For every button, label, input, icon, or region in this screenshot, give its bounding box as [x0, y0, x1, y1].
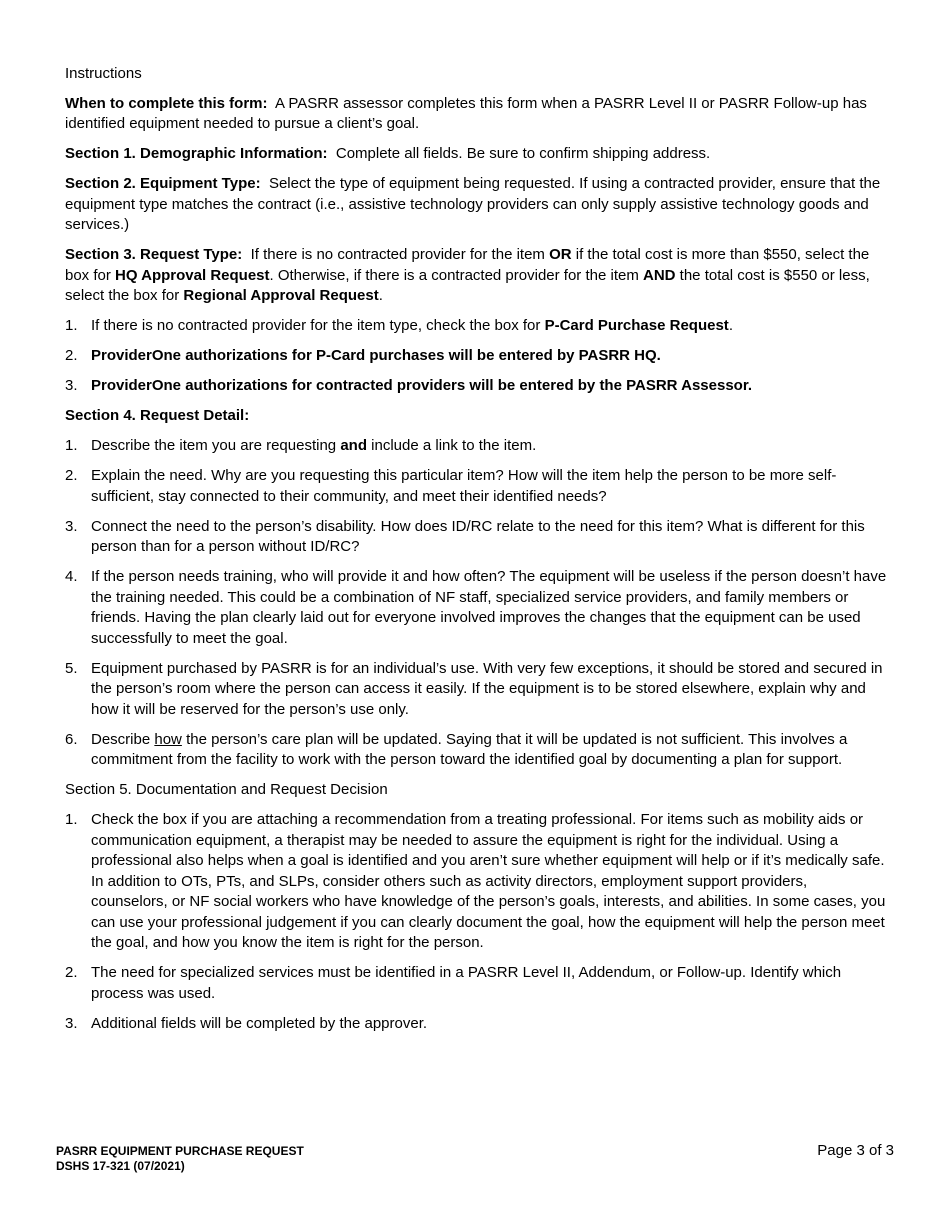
list-item [65, 659, 887, 721]
section3-text-3: . Otherwise, if there is a contracted provider for the item [269, 266, 639, 284]
list-number: 2. [65, 347, 78, 364]
list-text: Describe [91, 730, 151, 748]
instructions-content [65, 64, 887, 1044]
list-bold: P-Card Purchase Request [544, 317, 729, 334]
list-item [65, 567, 887, 649]
footer-form-number: DSHS 17-321 (07/2021) [56, 1159, 185, 1173]
list-text: Additional fields will be completed by the approver. [91, 1014, 428, 1032]
section3-label: Section 3. Request Type: [65, 246, 243, 263]
list-text: Connect the need to the person’s disability. How does ID/RC relate to the need for this item? What is different for this person than for a person without ID/RC? [91, 517, 865, 555]
list-item [65, 810, 887, 954]
list-text: Equipment purchased by PASRR is for an individual’s use. With very few exceptions, it should be stored and secured in the person’s room where the person can access it easily. If the equipment is to be stored elsewhere, explain why and how it will be reserved for the person’s use only. [91, 659, 883, 718]
footer-form-info [56, 1144, 304, 1174]
list-text: If the person needs training, who will provide it and how often? The equipment will be useless if the person doesn’t have the training needed. This could be a combination of NF staff, specialized service providers, and family members or friends. Having the plan clearly laid out for everyone involved improves the changes that the equipment can be used successfully to meet the goal. [91, 568, 887, 647]
list-item [65, 963, 887, 1004]
list-text: Describe the item you are requesting [91, 437, 337, 454]
list-number: 1. [65, 437, 78, 454]
section1-label: Section 1. Demographic Information: [65, 145, 328, 162]
list-number: 2. [65, 964, 78, 981]
section3-paragraph [65, 245, 887, 307]
intro-label: When to complete this form: [65, 94, 268, 112]
list-item [65, 346, 887, 367]
section3-text-5: . [378, 287, 383, 304]
list-item [65, 466, 887, 507]
section4-label: Section 4. Request Detail: [65, 407, 250, 424]
list-text: the person’s care plan will be updated. Saying that it will be updated is not sufficient. This involves a commitment from the facility to work with the person toward the identified goal by documenting a plan for support. [91, 730, 848, 768]
list-bold: ProviderOne authorizations for P-Card purchases will be entered by PASRR HQ. [91, 347, 661, 364]
section2-text: Select the type of equipment being requested. If using a contracted provider, ensure that the equipment type matches the contract (i.e., assistive technology providers can only supply assistive technology goods and services.) [65, 175, 881, 233]
section1-text: Complete all fields. Be sure to confirm shipping address. [335, 145, 711, 162]
list-item [65, 517, 887, 558]
list-text: include a link to the item. [371, 437, 537, 454]
section3-bold-hq: HQ Approval Request [115, 266, 270, 284]
list-number: 1. [65, 317, 78, 334]
list-text: The need for specialized services must be identified in a PASRR Level II, Addendum, or Follow-up. Identify which process was used. [91, 964, 842, 1002]
section3-bold-and: AND [643, 266, 676, 284]
intro-text: A PASRR assessor completes this form when a PASRR Level II or PASRR Follow-up has identified equipment needed to pursue a client’s goal. [65, 94, 867, 132]
section3-text-2: if the total cost is more than $550, select the box for [65, 246, 870, 284]
list-number: 4. [65, 568, 78, 585]
list-item [65, 376, 887, 397]
section3-bold-or: OR [549, 246, 572, 263]
section3-text-4: the total cost is $550 or less, select the box for [65, 266, 870, 304]
list-text: If there is no contracted provider for the item type, check the box for [91, 317, 541, 334]
intro-paragraph [65, 94, 887, 135]
footer-form-name: PASRR EQUIPMENT PURCHASE REQUEST [56, 1144, 304, 1158]
section3-list [65, 316, 887, 397]
section4-heading [65, 406, 887, 427]
list-item [65, 730, 887, 771]
section5-heading: Section 5. Documentation and Request Decision [65, 781, 388, 798]
list-underline: how [154, 730, 182, 748]
list-item [65, 436, 887, 457]
section2-paragraph [65, 174, 887, 236]
section5-list [65, 810, 887, 1034]
list-number: 3. [65, 1014, 78, 1032]
footer-page-number: Page 3 of 3 [817, 1142, 894, 1159]
list-number: 5. [65, 659, 78, 677]
page-title: Instructions [65, 65, 142, 82]
list-text: Check the box if you are attaching a recommendation from a treating professional. For items such as mobility aids or communication equipment, a therapist may be needed to assure the equipment is right for the individual. Using a professional also helps when a goal is identified and you aren’t sure whether equipment will help or if it’s medically safe. In addition to OTs, PTs, and SLPs, consider others such as activity directors, employment support providers, counselors, or NF social workers who have knowledge of the person’s goals, interests, and abilities. In some cases, you can use your professional judgement if you can clearly document the goal, how the equipment will help the person meet the goal, and how you know the item is right for the person. [91, 811, 886, 951]
list-item [65, 316, 887, 337]
list-end: . [728, 317, 733, 334]
section2-label: Section 2. Equipment Type: [65, 175, 261, 192]
list-number: 3. [65, 517, 78, 535]
section1-paragraph [65, 144, 887, 165]
section3-text-1: If there is no contracted provider for the item [250, 246, 545, 263]
list-text: Explain the need. Why are you requesting this particular item? How will the item help the person to be more self-sufficient, stay connected to their community, and meet their identified needs? [91, 467, 837, 505]
section4-list [65, 436, 887, 771]
list-number: 1. [65, 811, 78, 828]
list-number: 3. [65, 377, 78, 394]
list-number: 2. [65, 467, 78, 484]
list-item [65, 1014, 887, 1035]
list-bold: and [340, 437, 367, 454]
list-number: 6. [65, 730, 78, 748]
list-bold: ProviderOne authorizations for contracted providers will be entered by the PASRR Assessor. [91, 377, 752, 394]
section3-bold-regional: Regional Approval Request [183, 287, 379, 304]
